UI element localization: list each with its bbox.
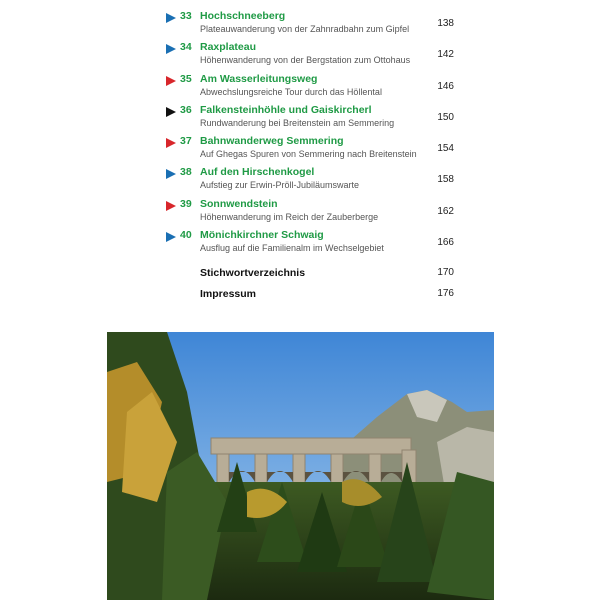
extra-title: Stichwortverzeichnis [200,267,306,280]
triangle-marker-icon [166,76,176,86]
tour-number: 36 [180,103,192,116]
toc-entry[interactable] [166,40,456,71]
tour-number: 40 [180,229,192,242]
page-number: 176 [437,288,454,300]
tour-number: 37 [180,135,192,148]
tour-title: Bahnwanderweg Semmering [200,135,344,148]
page-number: 138 [437,18,454,29]
tour-number: 39 [180,197,192,210]
tour-title: Falkensteinhöhle und Gaiskircherl [200,103,372,116]
viaduct-landscape-image [107,332,494,600]
triangle-marker-icon [166,232,176,242]
page-number: 170 [437,267,454,279]
tour-subtitle: Höhenwanderung von der Bergstation zum Ottohaus [200,55,411,66]
toc-extras [166,265,456,307]
page-number: 166 [437,237,454,249]
page-number: 150 [437,111,454,123]
toc-entry[interactable] [166,134,456,165]
toc-extra-entry[interactable] [166,265,456,286]
tour-subtitle: Abwechslungsreiche Tour durch das Höllental [200,86,382,97]
page-number: 162 [437,205,454,217]
tour-title: Raxplateau [200,41,257,54]
toc-entries [166,9,456,259]
tour-subtitle: Plateauwanderung von der Zahnradbahn zum Gipfel [200,24,410,34]
viaduct-photo [107,332,494,600]
triangle-marker-icon [166,201,176,211]
toc-extra-entry[interactable] [166,286,456,307]
page-number: 158 [437,174,454,186]
toc-entry[interactable] [166,103,456,134]
table-of-contents [166,9,456,307]
tour-title: Mönichkirchner Schwaig [200,229,324,242]
tour-number: 33 [180,10,192,22]
triangle-marker-icon [166,44,176,54]
triangle-marker-icon [166,138,176,148]
tour-title: Hochschneeberg [200,10,286,22]
extra-title: Impressum [200,288,257,301]
toc-entry[interactable] [166,228,456,259]
tour-number: 34 [180,41,192,54]
toc-entry[interactable] [166,72,456,103]
toc-entry[interactable] [166,165,456,196]
tour-subtitle: Rundwanderung bei Breitenstein am Semmering [200,117,395,128]
tour-subtitle: Ausflug auf die Familienalm im Wechselgebiet [200,243,384,254]
tour-subtitle: Aufstieg zur Erwin-Pröll-Jubiläumswarte [200,180,360,191]
triangle-marker-icon [166,13,176,23]
tour-subtitle: Höhenwanderung im Reich der Zauberberge [200,211,379,222]
page-number: 146 [437,80,454,92]
tour-number: 38 [180,166,192,179]
toc-entry[interactable] [166,197,456,228]
tour-title: Sonnwendstein [200,197,278,210]
page-number: 142 [437,49,454,61]
triangle-marker-icon [166,107,176,117]
page-number: 154 [437,143,454,155]
tour-number: 35 [180,72,192,85]
toc-entry[interactable] [166,9,456,40]
tour-title: Am Wasserleitungsweg [200,72,318,85]
triangle-marker-icon [166,169,176,179]
tour-subtitle: Auf Ghegas Spuren von Semmering nach Breitenstein [200,149,417,160]
tour-title: Auf den Hirschenkogel [200,166,315,179]
